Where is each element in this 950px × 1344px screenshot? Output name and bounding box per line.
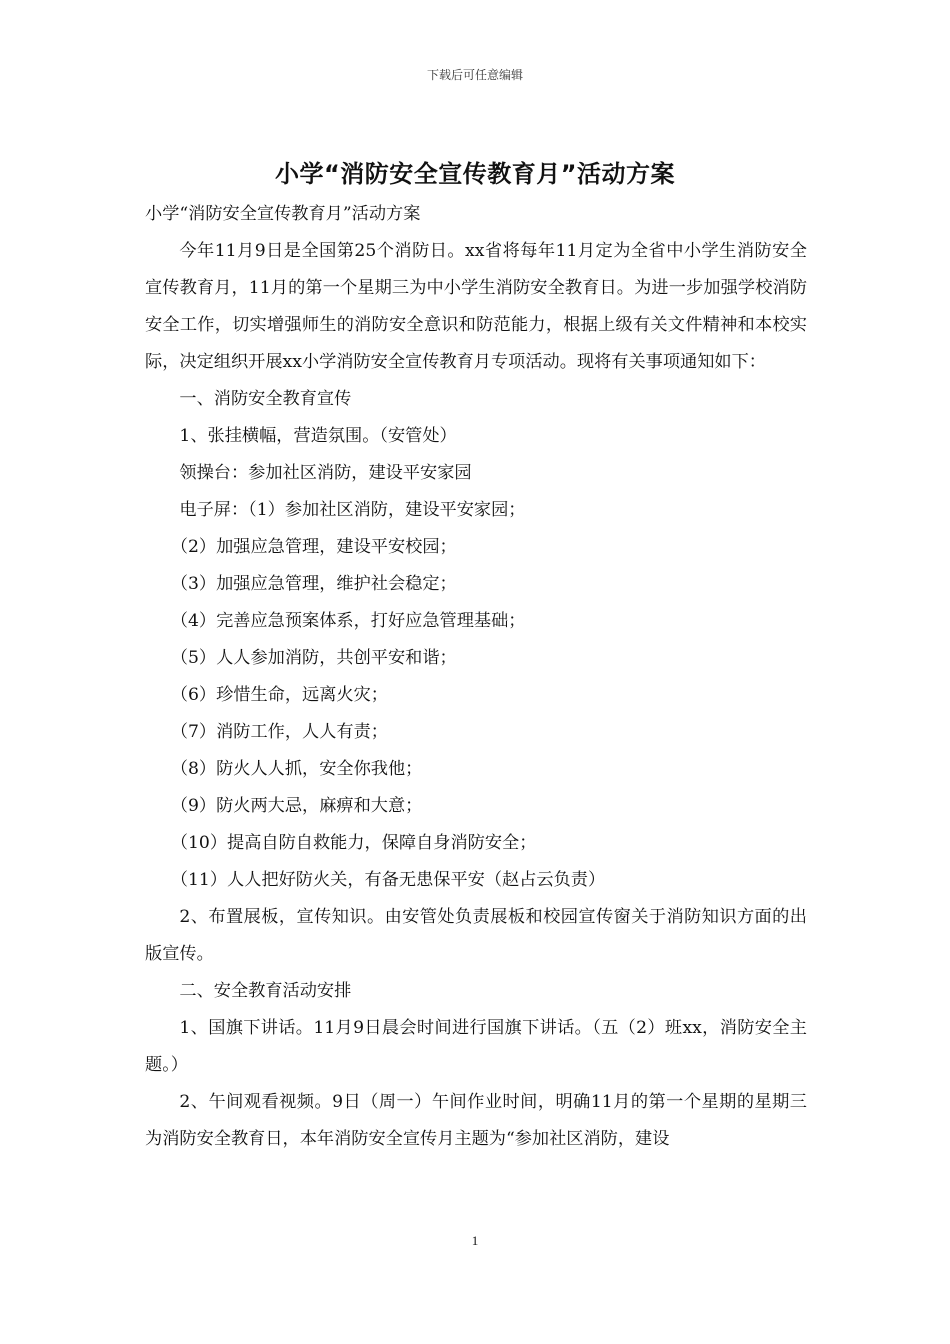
page-number: 1 [471, 1233, 479, 1248]
activity-flag-speech: 1、国旗下讲话。11月9日晨会时间进行国旗下讲话。（五（2）班xx，消防安全主题。） [145, 1018, 807, 1075]
document-body [145, 196, 807, 1158]
slogan-item: （2）加强应急管理，建设平安校园； [170, 537, 457, 557]
slogan-item: （9）防火两大忌，麻痹和大意； [170, 796, 423, 816]
subtitle: 小学“消防安全宣传教育月”活动方案 [145, 204, 421, 224]
list-item-display-board: 2、布置展板，宣传知识。由安管处负责展板和校园宣传窗关于消防知识方面的出版宣传。 [145, 907, 807, 964]
slogan-item: （3）加强应急管理，维护社会稳定； [170, 574, 457, 594]
intro-paragraph: 今年11月9日是全国第25个消防日。xx省将每年11月定为全省中小学生消防安全宣传教育月，11月的第一个星期三为中小学生消防安全教育日。为进一步加强学校消防安全工作，切实增强师生的消防安全意识和防范能力，根据上级有关文件精神和本校实际，决定组织开展xx小学消防安全宣传教育月专项活动。现将有关事项通知如下： [145, 241, 807, 372]
slogan-item: （10）提高自防自救能力，保障自身消防安全； [170, 833, 537, 853]
slogan-item: （11）人人把好防火关，有备无患保平安（赵占云负责） [170, 870, 606, 890]
list-item-banner: 1、张挂横幅，营造氛围。（安管处） [179, 426, 457, 446]
page-header: 下载后可任意编辑 [426, 68, 523, 82]
slogan-item: （6）珍惜生命，远离火灾； [170, 685, 388, 705]
screen-slogan: 电子屏：（1）参加社区消防，建设平安家园； [179, 500, 526, 520]
document-title: 小学“消防安全宣传教育月”活动方案 [274, 160, 676, 188]
activity-video: 2、午间观看视频。9日（周一）午间作业时间，明确11月的第一个星期的星期三为消防安全教育日，本年消防安全宣传月主题为“参加社区消防，建设 [145, 1092, 807, 1149]
slogan-item: （8）防火人人抓，安全你我他； [170, 759, 423, 779]
slogan-item: （7）消防工作，人人有责； [170, 722, 388, 742]
podium-slogan: 领操台：参加社区消防，建设平安家园 [179, 463, 472, 483]
slogan-item: （5）人人参加消防，共创平安和谐； [170, 648, 457, 668]
section-heading-1: 一、消防安全教育宣传 [179, 389, 352, 409]
section-heading-2: 二、安全教育活动安排 [179, 981, 352, 1001]
slogan-item: （4）完善应急预案体系，打好应急管理基础； [170, 611, 526, 631]
